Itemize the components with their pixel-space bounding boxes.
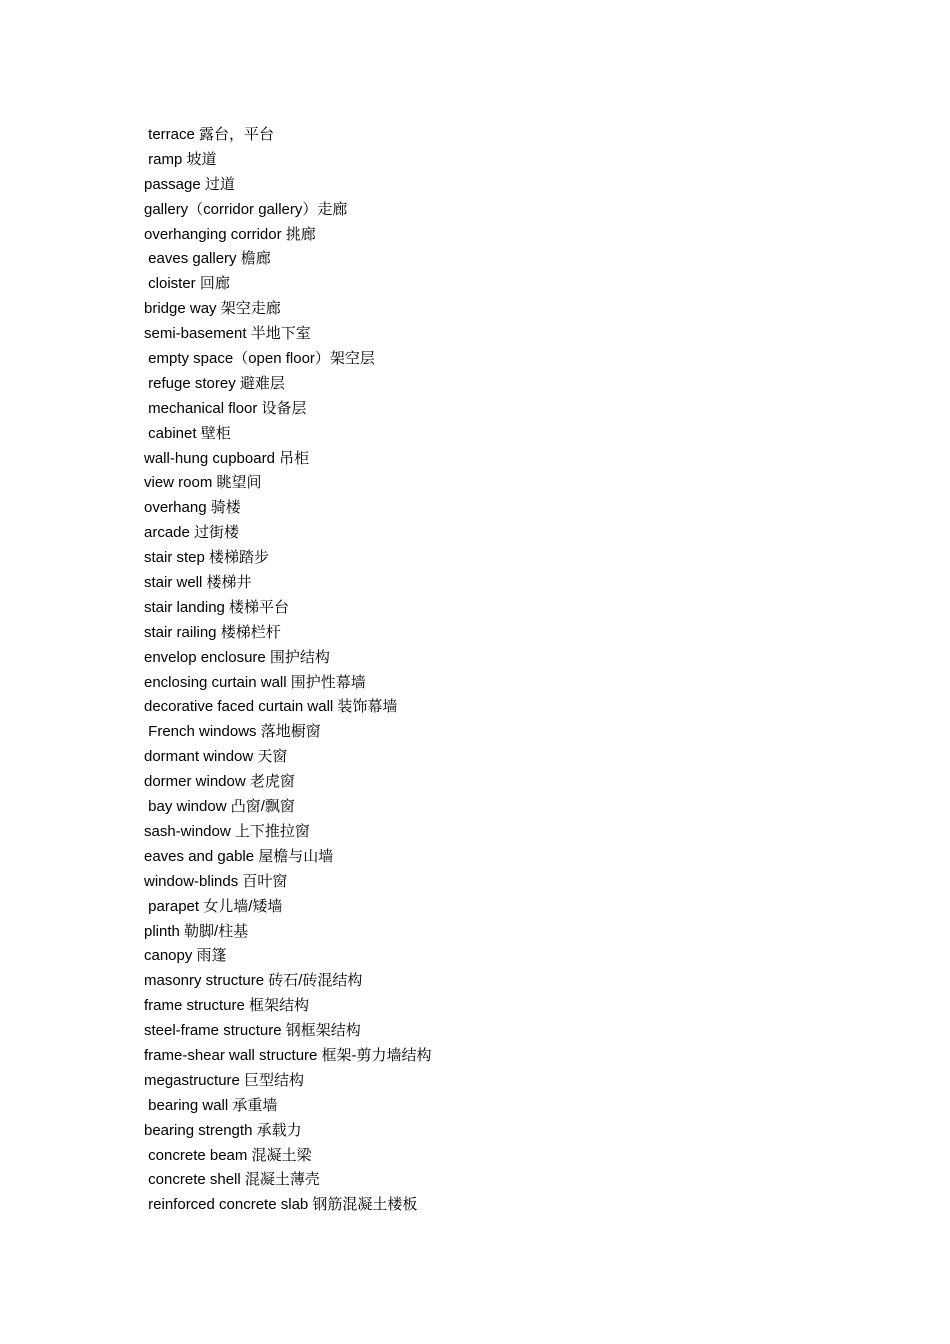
- term-line: ramp 坡道: [144, 150, 217, 168]
- term-line: semi-basement 半地下室: [144, 325, 311, 343]
- term-line: window-blinds 百叶窗: [144, 872, 288, 890]
- term-line: stair landing 楼梯平台: [144, 598, 290, 616]
- term-line: decorative faced curtain wall 装饰幕墙: [144, 698, 398, 716]
- term-line: dormant window 天窗: [144, 748, 288, 766]
- term-line: stair railing 楼梯栏杆: [144, 623, 281, 641]
- term-line: steel-frame structure 钢框架结构: [144, 1022, 361, 1040]
- term-list: [144, 123, 432, 1218]
- term-line: bay window 凸窗/飘窗: [144, 798, 295, 816]
- term-line: plinth 勒脚/柱基: [144, 922, 249, 940]
- term-line: bearing wall 承重墙: [144, 1096, 278, 1114]
- term-line: mechanical floor 设备层: [144, 399, 307, 417]
- term-line: sash-window 上下推拉窗: [144, 822, 310, 840]
- term-line: wall-hung cupboard 吊柜: [144, 449, 310, 467]
- term-line: overhang 骑楼: [144, 499, 241, 517]
- term-line: stair well 楼梯井: [144, 574, 252, 592]
- term-line: concrete shell 混凝土薄壳: [144, 1171, 320, 1189]
- term-line: overhanging corridor 挑廊: [144, 225, 316, 243]
- term-line: envelop enclosure 围护结构: [144, 648, 330, 666]
- term-line: cabinet 壁柜: [144, 424, 231, 442]
- term-line: concrete beam 混凝土梁: [144, 1146, 312, 1164]
- term-line: eaves and gable 屋檐与山墙: [144, 847, 334, 865]
- term-line: arcade 过街楼: [144, 524, 240, 542]
- term-line: eaves gallery 檐廊: [144, 250, 271, 268]
- term-line: view room 眺望间: [144, 474, 262, 492]
- term-line: dormer window 老虎窗: [144, 773, 295, 791]
- term-line: enclosing curtain wall 围护性幕墙: [144, 673, 366, 691]
- term-line: gallery（corridor gallery）走廊: [144, 200, 348, 218]
- term-line: stair step 楼梯踏步: [144, 549, 270, 567]
- term-line: parapet 女儿墙/矮墙: [144, 897, 283, 915]
- term-line: passage 过道: [144, 175, 235, 193]
- term-line: terrace 露台，平台: [144, 126, 275, 143]
- term-line: frame structure 框架结构: [144, 997, 310, 1015]
- term-line: refuge storey 避难层: [144, 374, 285, 392]
- term-line: frame-shear wall structure 框架-剪力墙结构: [144, 1046, 432, 1064]
- term-line: masonry structure 砖石/砖混结构: [144, 972, 363, 990]
- term-line: French windows 落地橱窗: [144, 723, 321, 741]
- term-line: bearing strength 承载力: [144, 1121, 302, 1139]
- term-line: cloister 回廊: [144, 275, 230, 293]
- term-line: megastructure 巨型结构: [144, 1071, 305, 1089]
- term-line: bridge way 架空走廊: [144, 300, 281, 318]
- term-line: canopy 雨篷: [144, 947, 227, 965]
- term-line: empty space（open floor）架空层: [144, 350, 375, 368]
- term-line: reinforced concrete slab 钢筋混凝土楼板: [144, 1196, 418, 1214]
